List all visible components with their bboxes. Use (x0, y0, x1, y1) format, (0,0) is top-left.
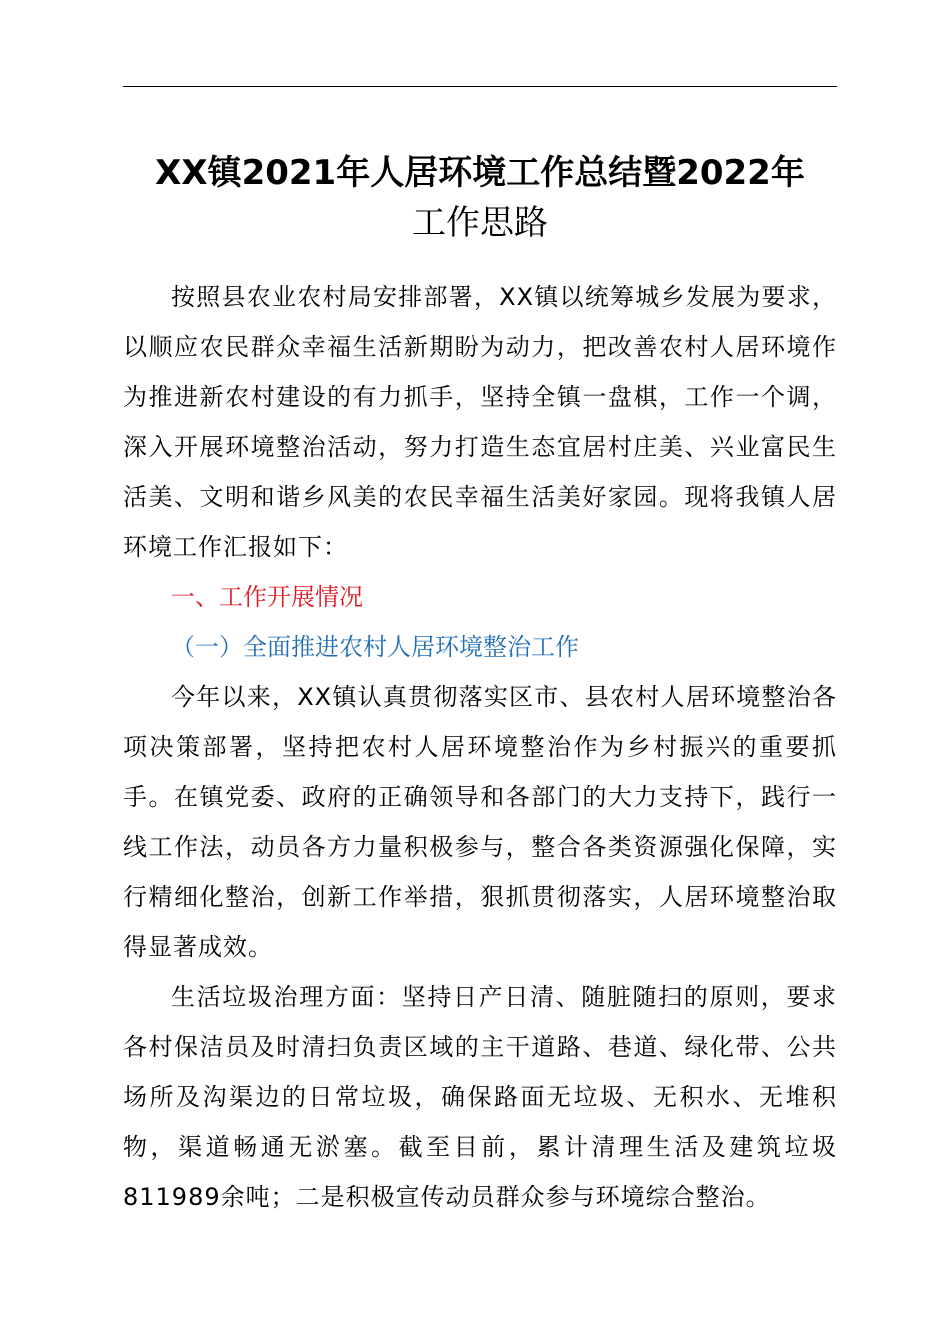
document-body (123, 272, 837, 1222)
body-paragraph-2: 今年以来，XX镇认真贯彻落实区市、县农村人居环境整治各项决策部署，坚持把农村人居环境整治作为乡村振兴的重要抓手。在镇党委、政府的正确领导和各部门的大力支持下，践行一线工作法，动员各方力量积极参与，整合各类资源强化保障，实行精细化整治，创新工作举措，狠抓贯彻落实，人居环境整治取得显著成效。 (123, 683, 837, 961)
subsection-heading: （一）全面推进农村人居环境整治工作 (171, 633, 579, 661)
body-paragraph-3: 生活垃圾治理方面：坚持日产日清、随脏随扫的原则，要求各村保洁员及时清扫负责区域的主干道路、巷道、绿化带、公共场所及沟渠边的日常垃圾，确保路面无垃圾、无积水、无堆积物，渠道畅通无淤塞。截至目前，累计清理生活及建筑垃圾811989余吨；二是积极宣传动员群众参与环境综合整治。 (123, 983, 837, 1211)
title-line-2: 工作思路 (412, 203, 548, 243)
title-line-1: XX镇2021年人居环境工作总结暨2022年 (155, 153, 805, 193)
document-title (100, 148, 860, 248)
header-rule (123, 86, 837, 87)
section-heading: 一、工作开展情况 (171, 583, 363, 611)
intro-paragraph: 按照县农业农村局安排部署，XX镇以统筹城乡发展为要求，以顺应农民群众幸福生活新期盼为动力，把改善农村人居环境作为推进新农村建设的有力抓手，坚持全镇一盘棋，工作一个调，深入开展环境整治活动，努力打造生态宜居村庄美、兴业富民生活美、文明和谐乡风美的农民幸福生活美好家园。现将我镇人居环境工作汇报如下： (123, 283, 837, 561)
